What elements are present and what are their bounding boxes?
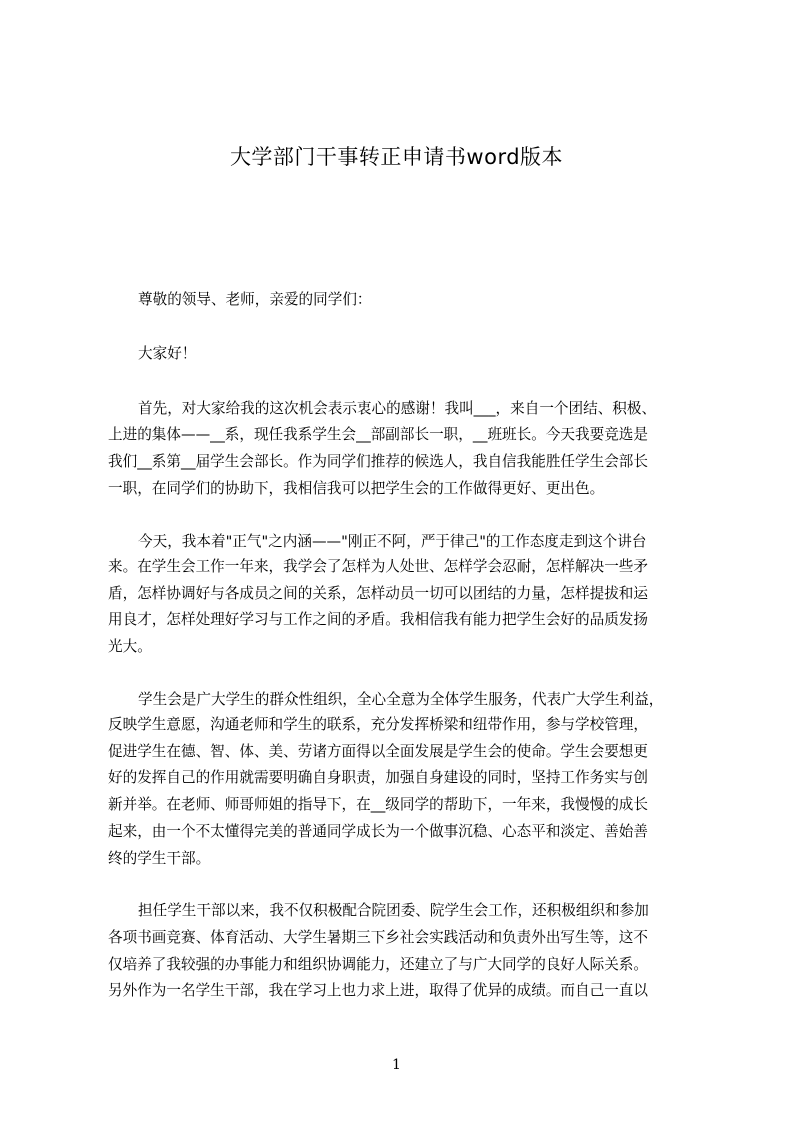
paragraph-line: 仅培养了我较强的办事能力和组织协调能力，还建立了与广大同学的良好人际关系。	[108, 956, 648, 973]
paragraph-line: 用良才，怎样处理好学习与工作之间的矛盾。我相信我有能力把学生会好的品质发扬	[108, 611, 648, 628]
paragraph-line: 上进的集体——__系，现任我系学生会__部副部长一职，__班班长。今天我要竞选是	[108, 426, 648, 443]
paragraph-line: 光大。	[108, 638, 152, 655]
paragraph-line: 一职，在同学们的协助下，我相信我可以把学生会的工作做得更好、更出色。	[108, 480, 605, 497]
page-number: 1	[392, 1057, 401, 1073]
paragraph-line: 新并举。在老师、师哥师姐的指导下，在__级同学的帮助下，一年来，我慢慢的成长	[108, 796, 648, 813]
paragraph-line: 各项书画竞赛、体育活动、大学生暑期三下乡社会实践活动和负责外出写生等，这不	[108, 929, 648, 946]
paragraph-line: 好的发挥自己的作用就需要明确自身职责，加强自身建设的同时，坚持工作务实与创	[108, 769, 648, 786]
paragraph-line: 另外作为一名学生干部，我在学习上也力求上进，取得了优异的成绩。而自己一直以	[108, 982, 648, 999]
paragraph-line: 终的学生干部。	[108, 850, 211, 867]
document-title: 大学部门干事转正申请书word版本	[229, 145, 564, 169]
paragraph-line: 起来，由一个不太懂得完美的普通同学成长为一个做事沉稳、心态平和淡定、善始善	[108, 823, 648, 840]
greeting: 大家好！	[138, 345, 197, 362]
paragraph-line: 来。在学生会工作一年来，我学会了怎样为人处世、怎样学会忍耐，怎样解决一些矛	[108, 558, 648, 575]
salutation: 尊敬的领导、老师，亲爱的同学们：	[138, 291, 372, 308]
paragraph-line: 反映学生意愿，沟通老师和学生的联系，充分发挥桥梁和纽带作用，参与学校管理，	[108, 716, 648, 733]
paragraph-line: 盾，怎样协调好与各成员之间的关系，怎样动员一切可以团结的力量，怎样提拔和运	[108, 585, 648, 602]
paragraph-line: 促进学生在德、智、体、美、劳诸方面得以全面发展是学生会的使命。学生会要想更	[108, 743, 648, 760]
paragraph-line: 今天，我本着"正气"之内涵——"刚正不阿，严于律己"的工作态度走到这个讲台	[138, 533, 647, 550]
paragraph-line: 学生会是广大学生的群众性组织，全心全意为全体学生服务，代表广大学生利益，	[138, 691, 664, 708]
paragraph-line: 首先，对大家给我的这次机会表示衷心的感谢！我叫___，来自一个团结、积极、	[138, 400, 657, 417]
paragraph-line: 担任学生干部以来，我不仅积极配合院团委、院学生会工作，还积极组织和参加	[138, 902, 649, 919]
paragraph-line: 我们__系第__届学生会部长。作为同学们推荐的候选人，我自信我能胜任学生会部长	[108, 453, 648, 470]
